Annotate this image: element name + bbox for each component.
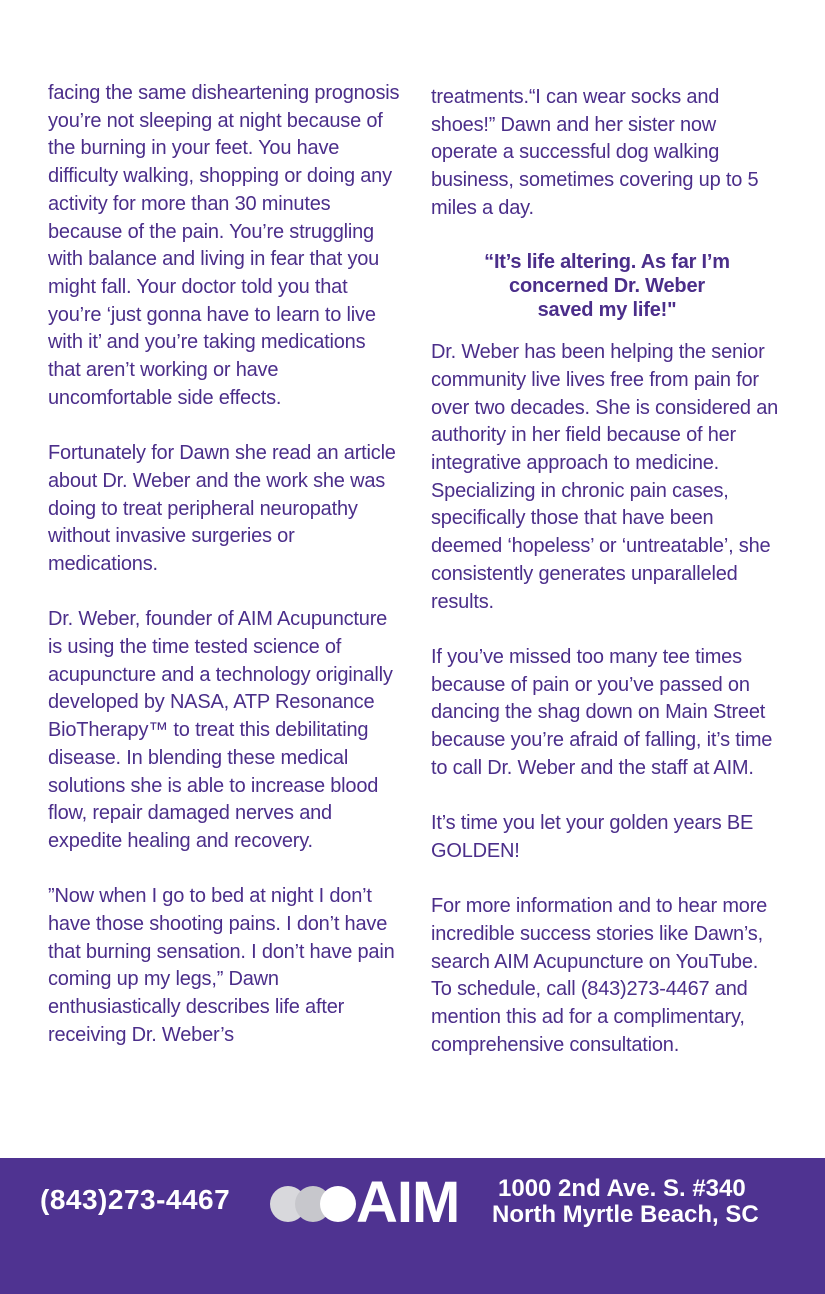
- article-paragraph: Dr. Weber, founder of AIM Acupuncture is using the time tested science of acupuncture and a technology originally developed by NASA, ATP Resonance BioTherapy™ to treat this debilitating disease. In blending these medical solutions she is able to increase blood flow, repair damaged nerves and expedite healing and recovery.: [48, 608, 393, 852]
- article-paragraph: It’s time you let your golden years BE GOLDEN!: [431, 812, 754, 862]
- article-paragraph: If you’ve missed too many tee times because of pain or you’ve passed on dancing the shag down on Main Street because you’re afraid of falling, it’s time to call Dr. Weber and the staff at AIM.: [431, 645, 773, 779]
- logo-wordmark: AIM: [356, 1170, 460, 1235]
- article-paragraph: Fortunately for Dawn she read an article about Dr. Weber and the work she was doing to treat peripheral neuropathy without invasive surgeries or medications.: [48, 442, 396, 575]
- article-paragraph: treatments.“I can wear socks and shoes!” Dawn and her sister now operate a successful dog walking business, sometimes covering up to 5 miles a day.: [431, 86, 759, 219]
- logo-circles-icon: [268, 1186, 358, 1222]
- address-line: North Myrtle Beach, SC: [492, 1201, 759, 1228]
- pull-quote: [431, 250, 783, 322]
- footer-address: [492, 1176, 812, 1228]
- pull-quote-line: concerned Dr. Weber: [509, 275, 705, 298]
- pull-quote-line: saved my life!": [537, 299, 677, 322]
- pull-quote-line: “It’s life altering. As far I’m: [484, 251, 730, 274]
- right-article-column: [431, 84, 783, 1059]
- footer-banner: [0, 1158, 825, 1294]
- address-line: 1000 2nd Ave. S. #340: [498, 1175, 746, 1202]
- article-paragraph: For more information and to hear more incredible success stories like Dawn’s, search AIM Acupuncture on YouTube. To schedule, call (843)273-4467 and mention this ad for a complimentary, comprehensive consultation.: [431, 895, 768, 1056]
- footer-phone-number[interactable]: (843)273-4467: [40, 1184, 231, 1215]
- article-paragraph: facing the same disheartening prognosis you’re not sleeping at night because of the burning in your feet. You have difficulty walking, shopping or doing any activity for more than 30 minutes because of the pain. You’re struggling with balance and living in fear that you might fall. Your doctor told you that you’re ‘just gonna have to learn to live with it’ and you’re taking medications that aren’t working or have uncomfortable side effects.: [48, 82, 400, 409]
- logo-circle-icon: [320, 1186, 356, 1222]
- article-paragraph: Dr. Weber has been helping the senior community live lives free from pain for over two decades. She is considered an authority in her field because of her integrative approach to medicine. Specializing in chronic pain cases, specifically those that have been deemed ‘hopeless’ or ‘untreatable’, she consistently generates unparalleled results.: [431, 341, 779, 613]
- aim-logo: [268, 1170, 473, 1235]
- article-paragraph: ”Now when I go to bed at night I don’t have those shooting pains. I don’t have that burning sensation. I don’t have pain coming up my legs,” Dawn enthusiastically describes life after receiving Dr. Weber’s: [48, 885, 395, 1046]
- left-article-column: [48, 80, 403, 1050]
